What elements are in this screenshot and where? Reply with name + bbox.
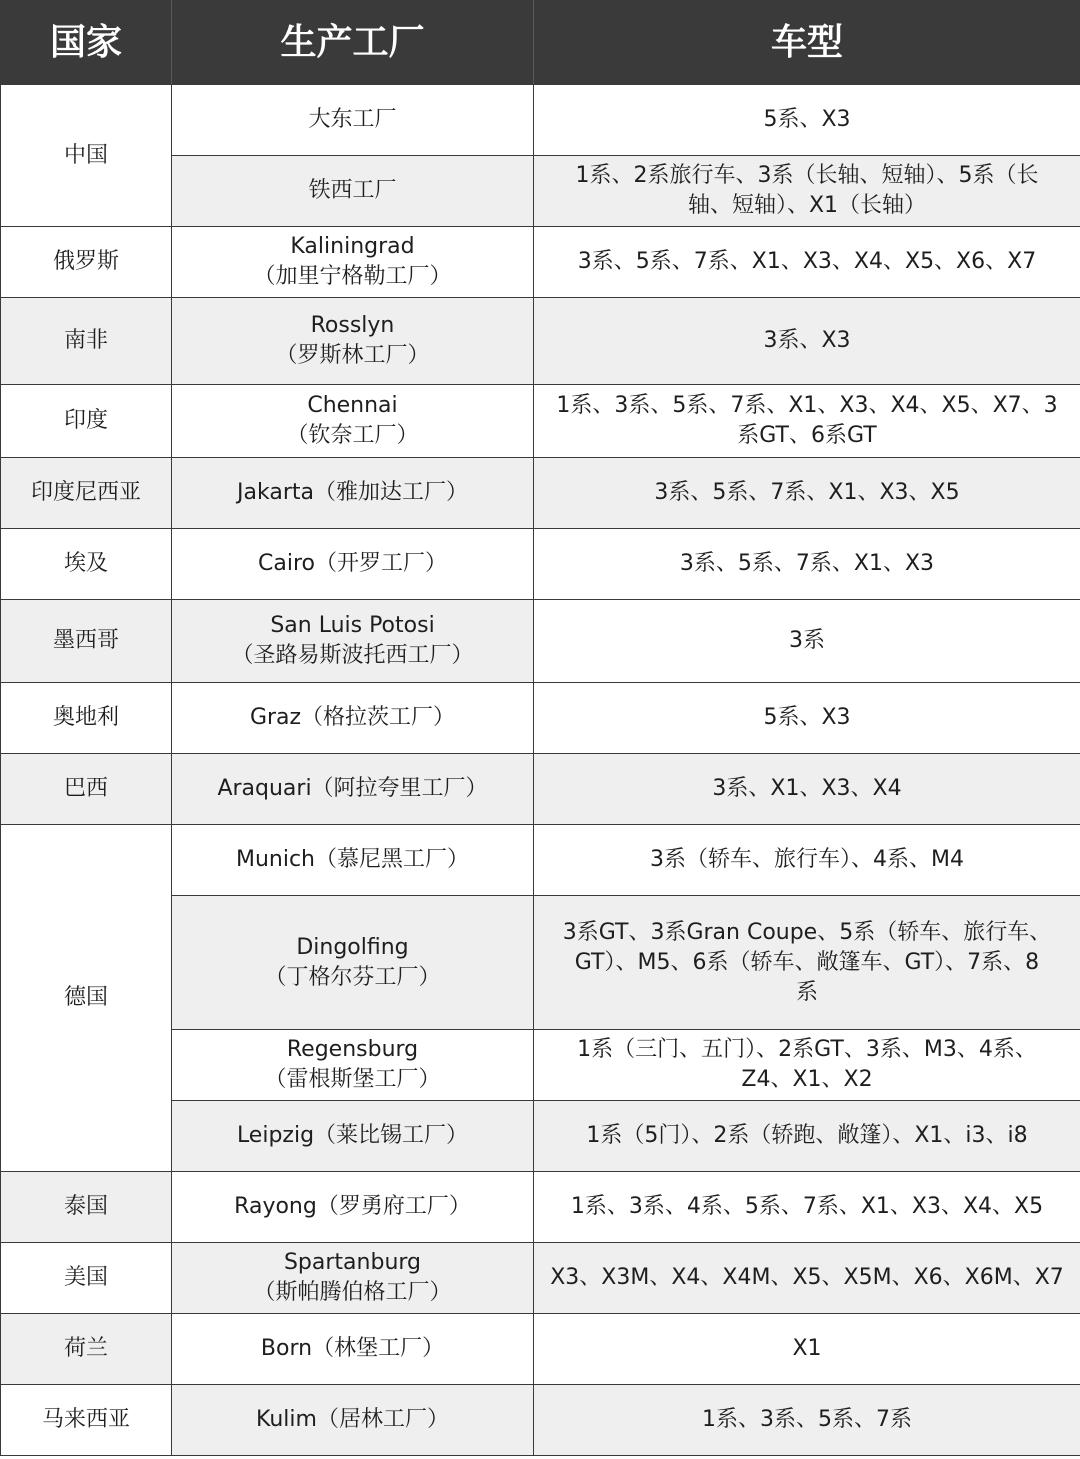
models-cell: 1系（三门、五门）、2系GT、3系、M3、4系、 Z4、X1、X2	[534, 1030, 1080, 1101]
factory-cell: Leipzig（莱比锡工厂）	[172, 1101, 534, 1172]
table-row	[1, 458, 1080, 529]
country-cell: 中国	[1, 85, 172, 227]
table-row	[1, 1172, 1080, 1243]
table-row	[1, 529, 1080, 600]
models-cell: 3系（轿车、旅行车）、4系、M4	[534, 825, 1080, 896]
factory-cell: Araquari（阿拉夸里工厂）	[172, 754, 534, 825]
factory-cell: Kaliningrad （加里宁格勒工厂）	[172, 227, 534, 298]
models-cell: 1系、2系旅行车、3系（长轴、短轴）、5系（长 轴、短轴）、X1（长轴）	[534, 156, 1080, 227]
factory-cell: Dingolfing （丁格尔芬工厂）	[172, 896, 534, 1030]
models-cell: 1系、3系、5系、7系、X1、X3、X4、X5、X7、3 系GT、6系GT	[534, 385, 1080, 458]
table-row	[1, 298, 1080, 385]
models-cell: X3、X3M、X4、X4M、X5、X5M、X6、X6M、X7	[534, 1243, 1080, 1314]
factory-cell: Regensburg （雷根斯堡工厂）	[172, 1030, 534, 1101]
country-cell: 美国	[1, 1243, 172, 1314]
country-cell: 巴西	[1, 754, 172, 825]
header-row	[1, 1, 1080, 85]
table-row	[1, 600, 1080, 683]
models-cell: 1系（5门）、2系（轿跑、敞篷）、X1、i3、i8	[534, 1101, 1080, 1172]
models-cell: 5系、X3	[534, 85, 1080, 156]
models-cell: 3系、X3	[534, 298, 1080, 385]
models-cell: 3系、5系、7系、X1、X3	[534, 529, 1080, 600]
models-cell: 3系GT、3系Gran Coupe、5系（轿车、旅行车、 GT）、M5、6系（轿车、敞篷车、GT）、7系、8 系	[534, 896, 1080, 1030]
models-cell: 3系、5系、7系、X1、X3、X4、X5、X6、X7	[534, 227, 1080, 298]
country-cell: 墨西哥	[1, 600, 172, 683]
table-row	[1, 825, 1080, 896]
country-cell: 南非	[1, 298, 172, 385]
factory-cell: San Luis Potosi （圣路易斯波托西工厂）	[172, 600, 534, 683]
models-cell: 5系、X3	[534, 683, 1080, 754]
table-row	[1, 754, 1080, 825]
country-cell: 奥地利	[1, 683, 172, 754]
factory-cell: 铁西工厂	[172, 156, 534, 227]
factory-cell: Spartanburg （斯帕腾伯格工厂）	[172, 1243, 534, 1314]
table-row	[1, 1385, 1080, 1456]
header-country: 国家	[1, 1, 172, 85]
country-cell: 荷兰	[1, 1314, 172, 1385]
country-cell: 印度	[1, 385, 172, 458]
models-cell: 1系、3系、5系、7系	[534, 1385, 1080, 1456]
models-cell: X1	[534, 1314, 1080, 1385]
table-row	[1, 385, 1080, 458]
table-row	[1, 683, 1080, 754]
factory-cell: Cairo（开罗工厂）	[172, 529, 534, 600]
factory-cell: 大东工厂	[172, 85, 534, 156]
factory-cell: Born（林堡工厂）	[172, 1314, 534, 1385]
table-row	[1, 85, 1080, 156]
factory-cell: Chennai （钦奈工厂）	[172, 385, 534, 458]
table-row	[1, 227, 1080, 298]
factory-cell: Munich（慕尼黑工厂）	[172, 825, 534, 896]
factory-cell: Rosslyn （罗斯林工厂）	[172, 298, 534, 385]
models-cell: 3系	[534, 600, 1080, 683]
country-cell: 马来西亚	[1, 1385, 172, 1456]
factory-cell: Jakarta（雅加达工厂）	[172, 458, 534, 529]
factory-cell: Rayong（罗勇府工厂）	[172, 1172, 534, 1243]
country-cell: 泰国	[1, 1172, 172, 1243]
country-cell: 德国	[1, 825, 172, 1172]
header-models: 车型	[534, 1, 1080, 85]
country-cell: 俄罗斯	[1, 227, 172, 298]
models-cell: 3系、5系、7系、X1、X3、X5	[534, 458, 1080, 529]
factory-cell: Graz（格拉茨工厂）	[172, 683, 534, 754]
table-row	[1, 1243, 1080, 1314]
country-cell: 埃及	[1, 529, 172, 600]
factory-cell: Kulim（居林工厂）	[172, 1385, 534, 1456]
header-factory: 生产工厂	[172, 1, 534, 85]
table-row	[1, 1314, 1080, 1385]
models-cell: 1系、3系、4系、5系、7系、X1、X3、X4、X5	[534, 1172, 1080, 1243]
models-cell: 3系、X1、X3、X4	[534, 754, 1080, 825]
country-cell: 印度尼西亚	[1, 458, 172, 529]
